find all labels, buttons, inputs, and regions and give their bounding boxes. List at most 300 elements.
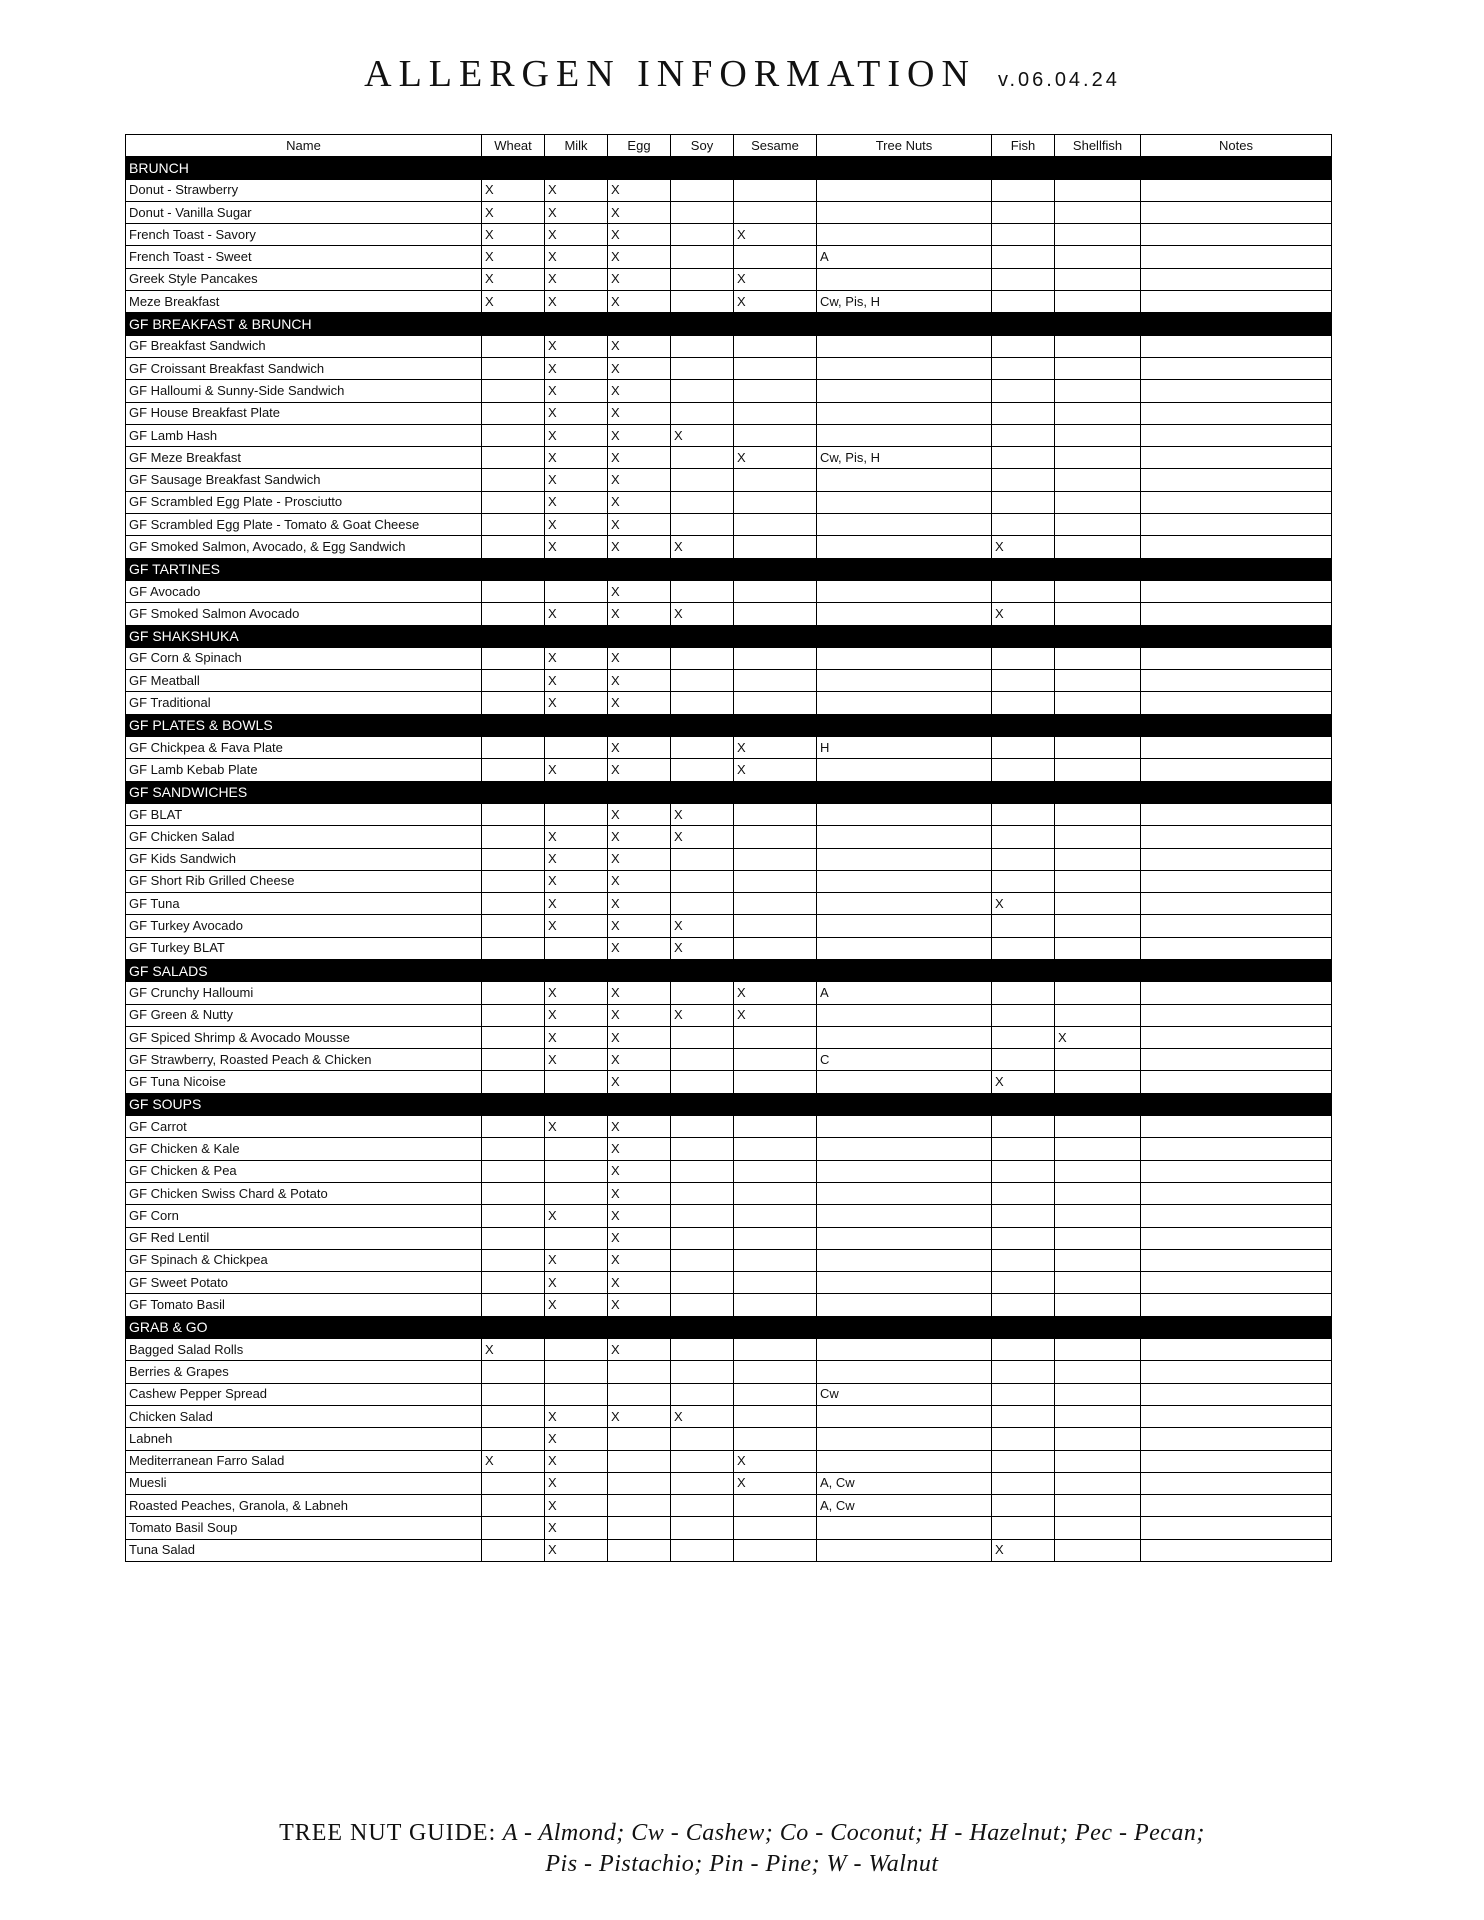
cell-notes [1141,692,1332,714]
cell-fish [992,1249,1055,1271]
cell-shellfish [1055,380,1141,402]
column-header-name: Name [126,135,482,157]
cell-wheat [482,1227,545,1249]
cell-fish [992,380,1055,402]
cell-milk: X [545,424,608,446]
item-name-cell: Berries & Grapes [126,1361,482,1383]
cell-wheat: X [482,1339,545,1361]
cell-egg: X [608,201,671,223]
table-row [126,893,1332,915]
cell-fish: X [992,536,1055,558]
guide-text-1: A - Almond; Cw - Cashew; Co - Coconut; H - Hazelnut; Pec - Pecan; [502,1820,1205,1846]
cell-shellfish [1055,1160,1141,1182]
cell-tree-nuts [817,1249,992,1271]
cell-tree-nuts [817,1071,992,1093]
cell-soy [671,1249,734,1271]
cell-tree-nuts [817,670,992,692]
cell-soy [671,647,734,669]
table-row [126,826,1332,848]
cell-shellfish [1055,826,1141,848]
cell-milk [545,937,608,959]
cell-egg: X [608,1049,671,1071]
cell-soy [671,380,734,402]
cell-shellfish [1055,1450,1141,1472]
tree-nut-guide [0,1818,1484,1880]
cell-milk: X [545,246,608,268]
cell-egg: X [608,848,671,870]
cell-tree-nuts [817,224,992,246]
table-row [126,447,1332,469]
guide-text-2: Pis - Pistachio; Pin - Pine; W - Walnut [545,1851,939,1877]
cell-egg [608,1450,671,1472]
section-title: BRUNCH [126,157,1332,179]
cell-wheat [482,357,545,379]
cell-milk: X [545,1472,608,1494]
cell-fish [992,1138,1055,1160]
cell-sesame [734,1383,817,1405]
cell-egg: X [608,1339,671,1361]
cell-shellfish [1055,1428,1141,1450]
cell-sesame [734,692,817,714]
cell-soy: X [671,424,734,446]
column-header-milk: Milk [545,135,608,157]
table-row [126,1205,1332,1227]
cell-wheat [482,1071,545,1093]
cell-notes [1141,1428,1332,1450]
cell-milk [545,1339,608,1361]
cell-sesame [734,803,817,825]
cell-egg: X [608,536,671,558]
cell-notes [1141,915,1332,937]
cell-wheat: X [482,291,545,313]
cell-notes [1141,491,1332,513]
cell-notes [1141,826,1332,848]
table-row [126,1049,1332,1071]
cell-fish [992,201,1055,223]
cell-notes [1141,1361,1332,1383]
cell-wheat [482,737,545,759]
cell-wheat [482,603,545,625]
table-row [126,424,1332,446]
cell-wheat [482,447,545,469]
cell-wheat [482,937,545,959]
cell-sesame [734,536,817,558]
item-name-cell: GF Spinach & Chickpea [126,1249,482,1271]
cell-notes [1141,179,1332,201]
cell-egg: X [608,1227,671,1249]
cell-milk: X [545,1205,608,1227]
table-row [126,1026,1332,1048]
cell-tree-nuts [817,1205,992,1227]
cell-egg: X [608,1405,671,1427]
cell-egg: X [608,737,671,759]
table-row [126,1294,1332,1316]
cell-egg: X [608,870,671,892]
cell-tree-nuts [817,603,992,625]
cell-notes [1141,647,1332,669]
cell-wheat [482,1361,545,1383]
cell-fish [992,291,1055,313]
cell-soy [671,692,734,714]
table-row [126,1249,1332,1271]
item-name-cell: Bagged Salad Rolls [126,1339,482,1361]
guide-line-1 [0,1818,1484,1849]
cell-notes [1141,1383,1332,1405]
cell-shellfish [1055,1249,1141,1271]
cell-fish [992,246,1055,268]
cell-notes [1141,469,1332,491]
cell-sesame [734,893,817,915]
table-row [126,1472,1332,1494]
cell-wheat [482,848,545,870]
item-name-cell: GF Chicken Salad [126,826,482,848]
cell-sesame [734,1294,817,1316]
item-name-cell: Cashew Pepper Spread [126,1383,482,1405]
item-name-cell: GF Sausage Breakfast Sandwich [126,469,482,491]
cell-soy [671,1472,734,1494]
item-name-cell: Mediterranean Farro Salad [126,1450,482,1472]
cell-tree-nuts [817,1428,992,1450]
cell-shellfish [1055,1182,1141,1204]
cell-egg: X [608,580,671,602]
section-header-row [126,558,1332,580]
cell-shellfish [1055,1517,1141,1539]
cell-soy [671,335,734,357]
cell-wheat [482,1294,545,1316]
cell-milk: X [545,1539,608,1561]
cell-shellfish [1055,335,1141,357]
item-name-cell: Donut - Vanilla Sugar [126,201,482,223]
cell-milk: X [545,380,608,402]
cell-sesame [734,1339,817,1361]
section-title: GF BREAKFAST & BRUNCH [126,313,1332,335]
cell-sesame [734,1272,817,1294]
cell-notes [1141,514,1332,536]
cell-tree-nuts [817,402,992,424]
cell-soy [671,224,734,246]
table-row [126,1227,1332,1249]
cell-notes [1141,1138,1332,1160]
cell-sesame: X [734,737,817,759]
item-name-cell: GF Strawberry, Roasted Peach & Chicken [126,1049,482,1071]
cell-sesame [734,670,817,692]
cell-fish [992,335,1055,357]
cell-milk [545,1227,608,1249]
table-row [126,335,1332,357]
cell-tree-nuts [817,647,992,669]
cell-egg: X [608,1249,671,1271]
item-name-cell: French Toast - Sweet [126,246,482,268]
cell-egg: X [608,1004,671,1026]
table-row [126,692,1332,714]
cell-tree-nuts [817,893,992,915]
cell-egg: X [608,803,671,825]
cell-tree-nuts: A [817,982,992,1004]
cell-tree-nuts [817,514,992,536]
table-row [126,1405,1332,1427]
cell-milk [545,1160,608,1182]
cell-egg: X [608,224,671,246]
cell-fish [992,1517,1055,1539]
cell-milk: X [545,402,608,424]
item-name-cell: GF Smoked Salmon Avocado [126,603,482,625]
cell-wheat [482,1472,545,1494]
section-header-row [126,625,1332,647]
cell-sesame [734,1071,817,1093]
section-header-row [126,959,1332,981]
cell-sesame [734,1495,817,1517]
cell-soy: X [671,1004,734,1026]
cell-soy [671,1361,734,1383]
cell-soy [671,1138,734,1160]
column-header-wheat: Wheat [482,135,545,157]
cell-milk: X [545,1405,608,1427]
item-name-cell: GF Breakfast Sandwich [126,335,482,357]
table-row [126,937,1332,959]
cell-tree-nuts [817,357,992,379]
cell-milk: X [545,848,608,870]
column-header-tree-nuts: Tree Nuts [817,135,992,157]
cell-shellfish [1055,1138,1141,1160]
cell-milk: X [545,1272,608,1294]
cell-milk: X [545,826,608,848]
cell-sesame [734,937,817,959]
cell-wheat: X [482,179,545,201]
cell-sesame: X [734,1004,817,1026]
table-row [126,1071,1332,1093]
cell-tree-nuts [817,1227,992,1249]
cell-notes [1141,380,1332,402]
cell-shellfish [1055,647,1141,669]
cell-tree-nuts [817,848,992,870]
cell-tree-nuts [817,580,992,602]
section-title: GF SANDWICHES [126,781,1332,803]
cell-notes [1141,1339,1332,1361]
cell-soy [671,848,734,870]
item-name-cell: GF Scrambled Egg Plate - Prosciutto [126,491,482,513]
cell-shellfish: X [1055,1026,1141,1048]
item-name-cell: GF Crunchy Halloumi [126,982,482,1004]
cell-wheat [482,1160,545,1182]
cell-soy [671,1272,734,1294]
item-name-cell: GF Corn [126,1205,482,1227]
section-header-row [126,313,1332,335]
cell-shellfish [1055,268,1141,290]
cell-notes [1141,1539,1332,1561]
cell-shellfish [1055,1272,1141,1294]
table-row [126,848,1332,870]
cell-egg [608,1383,671,1405]
table-row [126,1116,1332,1138]
cell-notes [1141,224,1332,246]
table-row [126,982,1332,1004]
cell-fish [992,1272,1055,1294]
cell-notes [1141,1495,1332,1517]
table-row [126,1182,1332,1204]
cell-fish [992,803,1055,825]
cell-milk [545,1361,608,1383]
item-name-cell: GF Corn & Spinach [126,647,482,669]
column-header-shellfish: Shellfish [1055,135,1141,157]
cell-milk: X [545,1004,608,1026]
cell-wheat [482,692,545,714]
cell-sesame [734,1539,817,1561]
cell-wheat [482,1272,545,1294]
cell-soy [671,1071,734,1093]
cell-tree-nuts [817,201,992,223]
cell-tree-nuts [817,1339,992,1361]
table-row [126,1383,1332,1405]
cell-milk: X [545,603,608,625]
cell-egg: X [608,1294,671,1316]
cell-sesame [734,1160,817,1182]
cell-wheat [482,491,545,513]
cell-soy [671,1049,734,1071]
cell-fish [992,224,1055,246]
cell-milk: X [545,201,608,223]
cell-notes [1141,1472,1332,1494]
cell-fish [992,1116,1055,1138]
cell-sesame [734,357,817,379]
cell-tree-nuts [817,179,992,201]
item-name-cell: GF Lamb Kebab Plate [126,759,482,781]
cell-fish [992,1205,1055,1227]
table-row [126,246,1332,268]
table-row [126,224,1332,246]
cell-egg: X [608,1026,671,1048]
cell-shellfish [1055,1116,1141,1138]
cell-shellfish [1055,803,1141,825]
cell-sesame [734,335,817,357]
cell-egg [608,1517,671,1539]
section-title: GF TARTINES [126,558,1332,580]
item-name-cell: GF Turkey Avocado [126,915,482,937]
cell-shellfish [1055,402,1141,424]
table-row [126,1160,1332,1182]
cell-egg: X [608,380,671,402]
section-header-row [126,781,1332,803]
cell-tree-nuts [817,268,992,290]
cell-notes [1141,893,1332,915]
cell-tree-nuts [817,1450,992,1472]
cell-wheat [482,759,545,781]
cell-soy [671,1539,734,1561]
table-row [126,201,1332,223]
cell-milk: X [545,692,608,714]
version-label: v.06.04.24 [997,69,1120,91]
cell-wheat: X [482,1450,545,1472]
cell-milk [545,1138,608,1160]
cell-egg: X [608,937,671,959]
cell-egg: X [608,447,671,469]
cell-shellfish [1055,224,1141,246]
table-row [126,536,1332,558]
cell-fish [992,670,1055,692]
item-name-cell: GF Halloumi & Sunny-Side Sandwich [126,380,482,402]
cell-soy: X [671,803,734,825]
cell-shellfish [1055,291,1141,313]
cell-fish [992,647,1055,669]
column-header-egg: Egg [608,135,671,157]
cell-milk [545,737,608,759]
item-name-cell: GF Green & Nutty [126,1004,482,1026]
cell-tree-nuts [817,1160,992,1182]
guide-label: TREE NUT GUIDE: [279,1820,497,1846]
item-name-cell: GF Sweet Potato [126,1272,482,1294]
cell-soy [671,447,734,469]
item-name-cell: GF Smoked Salmon, Avocado, & Egg Sandwich [126,536,482,558]
page-title: ALLERGEN INFORMATION [364,53,976,95]
cell-milk: X [545,447,608,469]
item-name-cell: Donut - Strawberry [126,179,482,201]
cell-fish: X [992,1071,1055,1093]
cell-shellfish [1055,447,1141,469]
cell-notes [1141,246,1332,268]
cell-egg [608,1472,671,1494]
item-name-cell: French Toast - Savory [126,224,482,246]
cell-milk: X [545,1249,608,1271]
cell-egg: X [608,357,671,379]
cell-soy: X [671,536,734,558]
cell-egg: X [608,1116,671,1138]
cell-egg: X [608,1138,671,1160]
cell-soy [671,246,734,268]
cell-milk: X [545,647,608,669]
cell-sesame [734,246,817,268]
table-row [126,803,1332,825]
cell-wheat: X [482,246,545,268]
cell-soy [671,1339,734,1361]
cell-egg: X [608,491,671,513]
cell-egg [608,1495,671,1517]
cell-sesame [734,580,817,602]
cell-milk: X [545,1495,608,1517]
cell-egg [608,1361,671,1383]
cell-tree-nuts [817,1405,992,1427]
cell-sesame [734,1049,817,1071]
cell-tree-nuts [817,1138,992,1160]
cell-wheat [482,1116,545,1138]
cell-shellfish [1055,603,1141,625]
cell-shellfish [1055,201,1141,223]
cell-milk: X [545,291,608,313]
cell-shellfish [1055,580,1141,602]
cell-sesame [734,1182,817,1204]
cell-fish [992,1182,1055,1204]
allergen-table [125,134,1332,1562]
table-row [126,1539,1332,1561]
cell-sesame [734,603,817,625]
table-row [126,1450,1332,1472]
cell-fish [992,826,1055,848]
cell-shellfish [1055,692,1141,714]
cell-soy [671,357,734,379]
cell-tree-nuts [817,469,992,491]
cell-notes [1141,1517,1332,1539]
table-row [126,647,1332,669]
cell-notes [1141,357,1332,379]
cell-notes [1141,1450,1332,1472]
cell-wheat [482,893,545,915]
cell-sesame [734,1227,817,1249]
item-name-cell: Roasted Peaches, Granola, & Labneh [126,1495,482,1517]
table-row [126,1361,1332,1383]
item-name-cell: GF Chicken & Pea [126,1160,482,1182]
cell-egg [608,1428,671,1450]
table-row [126,737,1332,759]
cell-shellfish [1055,1539,1141,1561]
cell-notes [1141,1227,1332,1249]
